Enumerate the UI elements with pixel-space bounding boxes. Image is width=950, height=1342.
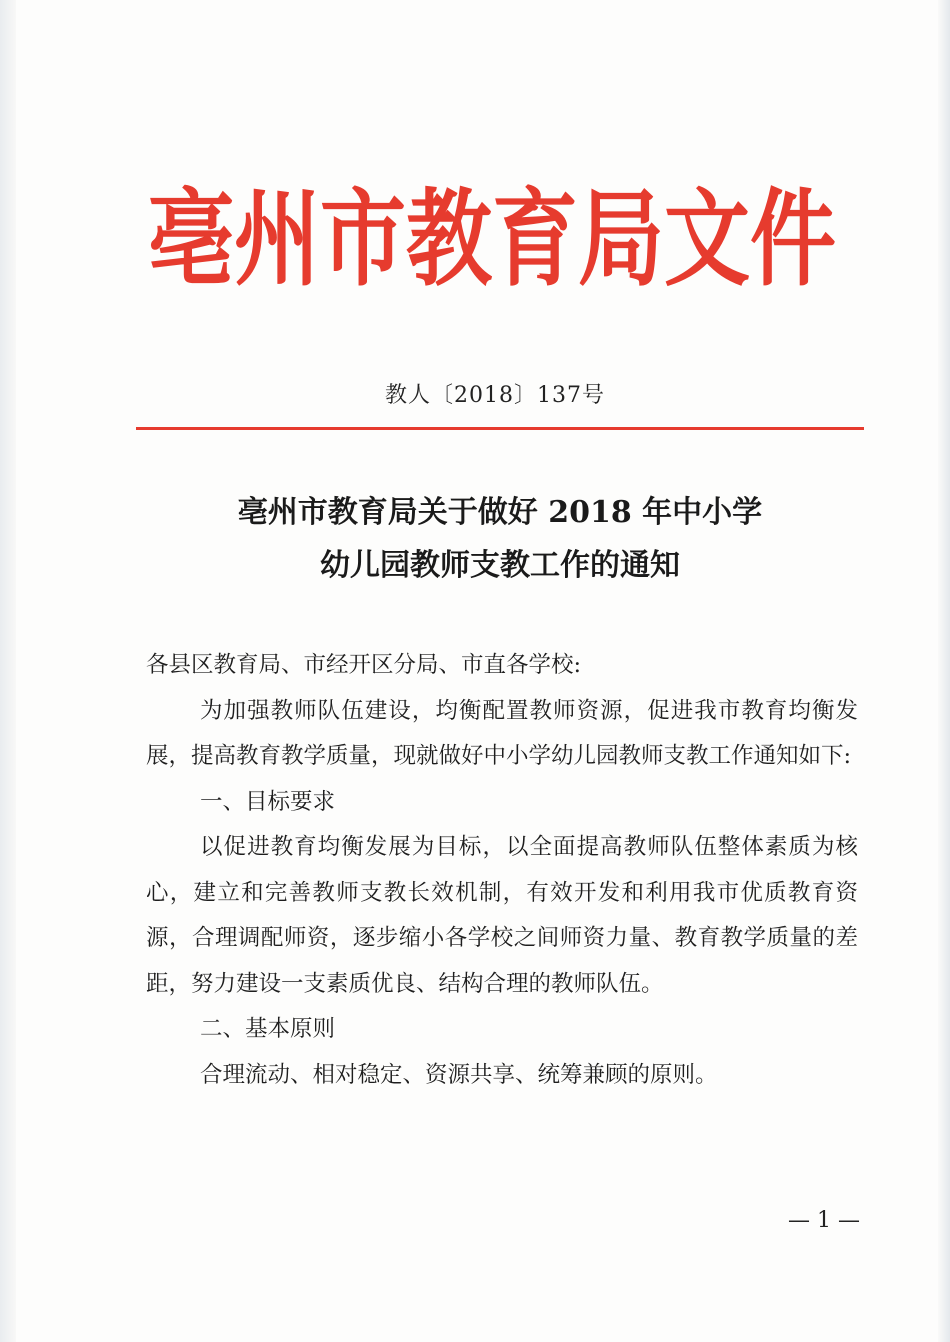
page-edge-right (938, 0, 950, 1342)
section-2-paragraph: 合理流动、相对稳定、资源共享、统筹兼顾的原则。 (200, 1061, 718, 1088)
addressee-line: 各县区教育局、市经开区分局、市直各学校: (146, 652, 582, 678)
page-edge-left (0, 0, 16, 1342)
issuer-header-title: 亳州市教育局文件 (148, 177, 836, 301)
document-number: 教人〔2018〕137号 (385, 383, 605, 408)
notice-title (0, 486, 950, 592)
intro-paragraph: 为加强教师队伍建设，均衡配置教师资源，促进我市教育均衡发展，提高教育教学质量，现就做好中小学幼儿园教师支教工作通知如下: (146, 697, 858, 769)
page-number: — 1 — (788, 1208, 860, 1233)
section-1-paragraph: 以促进教育均衡发展为目标，以全面提高教师队伍整体素质为核心，建立和完善教师支教长效机制，有效开发和利用我市优质教育资源，合理调配师资，逐步缩小各学校之间师资力量、教育教学质量的差距，努力建设一支素质优良、结构合理的教师队伍。 (146, 834, 858, 997)
section-2-heading: 二、基本原则 (200, 1016, 336, 1042)
notice-title-line-1: 亳州市教育局关于做好 2018 年中小学 (237, 495, 763, 530)
notice-body (146, 643, 858, 1098)
notice-title-line-2: 幼儿园教师支教工作的通知 (320, 548, 680, 583)
red-separator-line (136, 427, 864, 430)
section-1-heading: 一、目标要求 (200, 788, 336, 815)
